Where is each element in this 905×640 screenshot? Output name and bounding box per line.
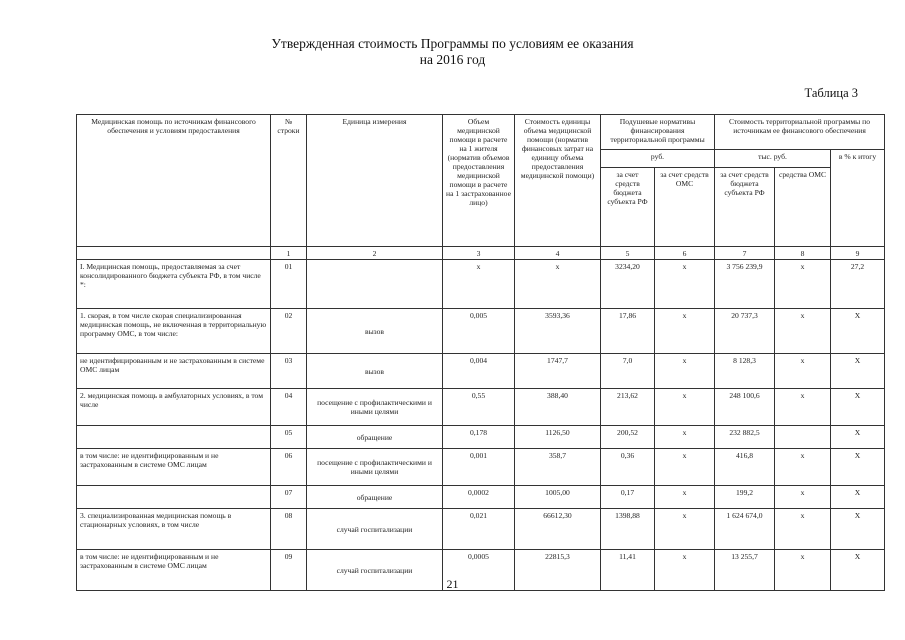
row-unit <box>307 260 443 309</box>
row-volume: х <box>443 260 515 309</box>
row-name <box>77 426 271 449</box>
header-row-1 <box>77 115 885 150</box>
row-unit-cost: 22815,3 <box>515 550 601 591</box>
row-volume: 0,021 <box>443 509 515 550</box>
row-number: 06 <box>271 449 307 486</box>
header-col4: Объем медицинской помощи в расчете на 1 жителя (норматив объемов предоставления медицинской помощи в расчете на 1 застрахованное лицо) <box>443 115 515 247</box>
row-cost-budget: 416,8 <box>715 449 775 486</box>
row-percap-oms: х <box>655 550 715 591</box>
row-cost-oms: х <box>775 449 831 486</box>
row-number: 08 <box>271 509 307 550</box>
table-row <box>77 260 885 309</box>
header-rub: руб. <box>601 150 715 168</box>
table-row <box>77 309 885 354</box>
row-name: в том числе: не идентифицированным и не застрахованным в системе ОМС лицам <box>77 550 271 591</box>
row-cost-budget: 232 882,5 <box>715 426 775 449</box>
page-number: 21 <box>446 577 459 591</box>
document-title <box>0 36 905 68</box>
row-percap-budget: 7,0 <box>601 354 655 389</box>
table-label: Таблица 3 <box>804 86 858 100</box>
row-cost-budget: 20 737,3 <box>715 309 775 354</box>
row-pct-total: Х <box>831 426 885 449</box>
row-unit-cost: х <box>515 260 601 309</box>
header-col1: Медицинская помощь по источникам финансового обеспечения и условиям предоставления <box>77 115 271 247</box>
row-unit: случай госпитализации <box>307 550 443 591</box>
row-volume: 0,0002 <box>443 486 515 509</box>
row-pct-total: Х <box>831 509 885 550</box>
row-percap-oms: х <box>655 426 715 449</box>
row-number: 05 <box>271 426 307 449</box>
row-cost-budget: 8 128,3 <box>715 354 775 389</box>
row-pct-total: 27,2 <box>831 260 885 309</box>
row-percap-oms: х <box>655 389 715 426</box>
row-unit: посещение с профилактическими и иными целями <box>307 389 443 426</box>
header-col3: Единица измерения <box>307 115 443 247</box>
row-unit: вызов <box>307 309 443 354</box>
row-cost-oms: х <box>775 550 831 591</box>
row-pct-total: Х <box>831 486 885 509</box>
row-unit: посещение с профилактическими и иными целями <box>307 449 443 486</box>
row-percap-budget: 0,17 <box>601 486 655 509</box>
row-number: 07 <box>271 486 307 509</box>
row-number: 03 <box>271 354 307 389</box>
row-name: I. Медицинская помощь, предоставляемая за счет консолидированного бюджета субъекта РФ, в том числе *: <box>77 260 271 309</box>
row-unit-cost: 1005,00 <box>515 486 601 509</box>
row-percap-budget: 3234,20 <box>601 260 655 309</box>
row-name: не идентифицированным и не застрахованным в системе ОМС лицам <box>77 354 271 389</box>
header-col5: Стоимость единицы объема медицинской помощи (норматив финансовых затрат на единицу объема предоставления медицинской помощи) <box>515 115 601 247</box>
row-percap-oms: х <box>655 449 715 486</box>
row-name: в том числе: не идентифицированным и не застрахованным в системе ОМС лицам <box>77 449 271 486</box>
row-volume: 0,005 <box>443 309 515 354</box>
row-unit: обращение <box>307 426 443 449</box>
header-group-percap: Подушевые нормативы финансирования территориальной программы <box>601 115 715 150</box>
header-thous-rub: тыс. руб. <box>715 150 831 168</box>
row-volume: 0,001 <box>443 449 515 486</box>
row-cost-budget: 3 756 239,9 <box>715 260 775 309</box>
col-number: 6 <box>655 247 715 260</box>
row-name <box>77 486 271 509</box>
row-cost-budget: 1 624 674,0 <box>715 509 775 550</box>
header-sub-oms: за счет средств ОМС <box>655 168 715 247</box>
row-percap-budget: 11,41 <box>601 550 655 591</box>
row-cost-budget: 199,2 <box>715 486 775 509</box>
cost-table <box>76 114 885 591</box>
header-col2: № строки <box>271 115 307 247</box>
row-cost-oms: х <box>775 309 831 354</box>
row-cost-budget: 13 255,7 <box>715 550 775 591</box>
row-percap-budget: 213,62 <box>601 389 655 426</box>
row-number: 02 <box>271 309 307 354</box>
row-cost-oms <box>775 426 831 449</box>
table-row <box>77 354 885 389</box>
row-pct-total: Х <box>831 550 885 591</box>
table-row <box>77 509 885 550</box>
row-unit-cost: 1747,7 <box>515 354 601 389</box>
row-volume: 0,178 <box>443 426 515 449</box>
col-number: 8 <box>775 247 831 260</box>
title-line-2: на 2016 год <box>419 52 486 67</box>
col-number: 9 <box>831 247 885 260</box>
header-sub-budget: за счет средств бюджета субъекта РФ <box>601 168 655 247</box>
row-volume: 0,55 <box>443 389 515 426</box>
row-number: 09 <box>271 550 307 591</box>
row-volume: 0,0005 <box>443 550 515 591</box>
row-name: 2. медицинская помощь в амбулаторных условиях, в том числе <box>77 389 271 426</box>
row-unit-cost: 388,40 <box>515 389 601 426</box>
row-unit: случай госпитализации <box>307 509 443 550</box>
header-group-cost: Стоимость территориальной программы по источникам ее финансового обеспечения <box>715 115 885 150</box>
col-number <box>77 247 271 260</box>
row-percap-oms: х <box>655 354 715 389</box>
row-cost-oms: х <box>775 354 831 389</box>
row-percap-oms: х <box>655 260 715 309</box>
row-percap-budget: 200,52 <box>601 426 655 449</box>
row-unit-cost: 66612,30 <box>515 509 601 550</box>
row-unit: вызов <box>307 354 443 389</box>
row-unit-cost: 358,7 <box>515 449 601 486</box>
row-percap-budget: 0,36 <box>601 449 655 486</box>
row-cost-oms: х <box>775 260 831 309</box>
col-number: 7 <box>715 247 775 260</box>
col-number: 2 <box>307 247 443 260</box>
row-cost-oms: х <box>775 389 831 426</box>
row-number: 04 <box>271 389 307 426</box>
header-sub-budget2: за счет средств бюджета субъекта РФ <box>715 168 775 247</box>
row-pct-total: Х <box>831 449 885 486</box>
row-cost-oms: х <box>775 509 831 550</box>
row-percap-budget: 17,86 <box>601 309 655 354</box>
header-pct-total: в % к итогу <box>831 150 885 247</box>
row-cost-oms: х <box>775 486 831 509</box>
table-row <box>77 449 885 486</box>
row-percap-oms: х <box>655 486 715 509</box>
row-volume: 0,004 <box>443 354 515 389</box>
column-number-row <box>77 247 885 260</box>
row-pct-total: Х <box>831 389 885 426</box>
row-name: 3. специализированная медицинская помощь в стационарных условиях, в том числе <box>77 509 271 550</box>
table-row <box>77 426 885 449</box>
table-row <box>77 389 885 426</box>
col-number: 1 <box>271 247 307 260</box>
table-row <box>77 486 885 509</box>
col-number: 4 <box>515 247 601 260</box>
row-unit-cost: 1126,50 <box>515 426 601 449</box>
row-number: 01 <box>271 260 307 309</box>
table-body <box>77 260 885 591</box>
row-percap-oms: х <box>655 509 715 550</box>
row-unit: обращение <box>307 486 443 509</box>
row-pct-total: Х <box>831 309 885 354</box>
col-number: 3 <box>443 247 515 260</box>
row-unit-cost: 3593,36 <box>515 309 601 354</box>
row-percap-budget: 1398,88 <box>601 509 655 550</box>
row-name: 1. скорая, в том числе скорая специализированная медицинская помощь, не включенная в территориальную программу ОМС, в том числе: <box>77 309 271 354</box>
col-number: 5 <box>601 247 655 260</box>
header-sub-oms2: средства ОМС <box>775 168 831 247</box>
title-line-1: Утвержденная стоимость Программы по условиям ее оказания <box>271 36 634 51</box>
row-cost-budget: 248 100,6 <box>715 389 775 426</box>
row-pct-total: Х <box>831 354 885 389</box>
row-percap-oms: х <box>655 309 715 354</box>
